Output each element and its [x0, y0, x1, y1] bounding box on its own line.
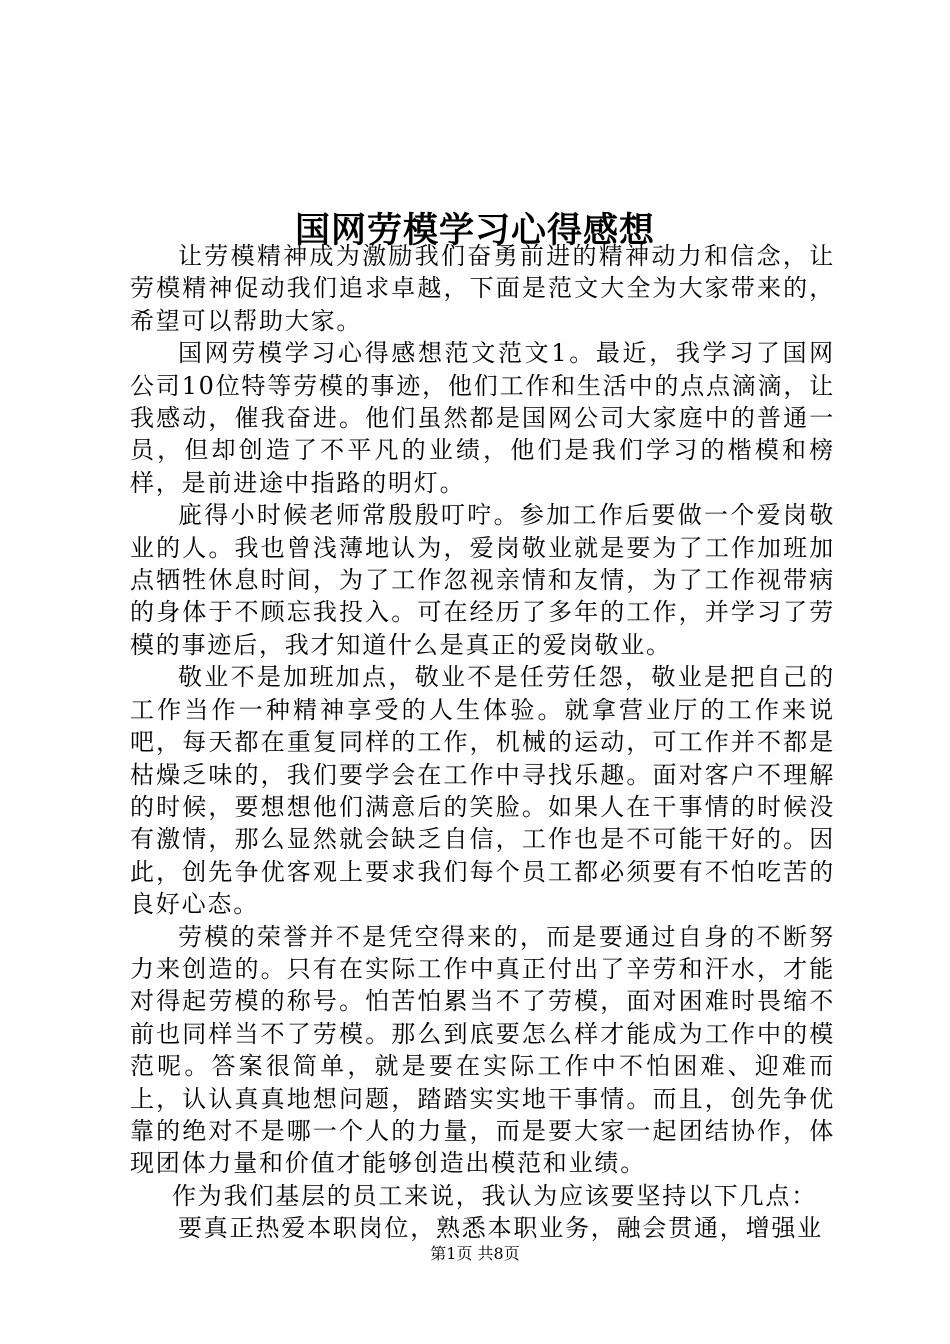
- paragraph-intro: 让劳模精神成为激励我们奋勇前进的精神动力和信念，让劳模精神促动我们追求卓越，下面是范文大全为大家带来的，希望可以帮助大家。: [130, 242, 835, 335]
- page-footer: 第1页 共8页: [430, 1244, 520, 1263]
- paragraph-2: 庛得小时候老师常殷殷叮咛。参加工作后要做一个爱岗敬业的人。我也曾浅薄地认为，爱岗敬业就是要为了工作加班加点牺牲休息时间，为了工作忽视亲情和友情，为了工作视带病的身体于不顾忘我投入。可在经历了多年的工作，并学习了劳模的事迹后，我才知道什么是真正的爱岗敬业。: [130, 501, 835, 659]
- document-body: [130, 240, 835, 1245]
- paragraph-5: 作为我们基层的员工来说，我认为应该要坚持以下几点：: [172, 1181, 817, 1210]
- page-title: 国网劳模学习心得感想: [294, 210, 655, 252]
- paragraph-1: 国网劳模学习心得感想范文范文1。最近，我学习了国网公司10位特等劳模的事迹，他们工作和生活中的点点滴滴，让我感动，催我奋进。他们虽然都是国网公司大家庭中的普通一员，但却创造了不平凡的业绩，他们是我们学习的楷模和榜样，是前进途中指路的明灯。: [130, 339, 835, 497]
- paragraph-3: 敬业不是加班加点，敬业不是任劳任怨，敬业是把自己的工作当作一种精神享受的人生体验。就拿营业厅的工作来说吧，每天都在重复同样的工作，机械的运动，可工作并不都是枯燥乏味的，我们要学会在工作中寻找乐趣。面对客户不理解的时候，要想想他们满意后的笑脸。如果人在干事情的时候没有激情，那么显然就会缺乏自信，工作也是不可能干好的。因此，创先争优客观上要求我们每个员工都必须要有不怕吃苦的良好心态。: [130, 663, 835, 919]
- paragraph-4: 劳模的荣誉并不是凭空得来的，而是要通过自身的不断努力来创造的。只有在实际工作中真正付出了辛劳和汗水，才能对得起劳模的称号。怕苦怕累当不了劳模，面对困难时畏缩不前也同样当不了劳模。那么到底要怎么样才能成为工作中的模范呢。答案很简单，就是要在实际工作中不怕困难、迎难而上，认认真真地想问题，踏踏实实地干事情。而且，创先争优靠的绝对不是哪一个人的力量，而是要大家一起团结协作，体现团体力量和价值才能够创造出模范和业绩。: [130, 922, 835, 1178]
- paragraph-6: 要真正热爱本职岗位，熟悉本职业务，融会贯通，增强业: [178, 1214, 823, 1243]
